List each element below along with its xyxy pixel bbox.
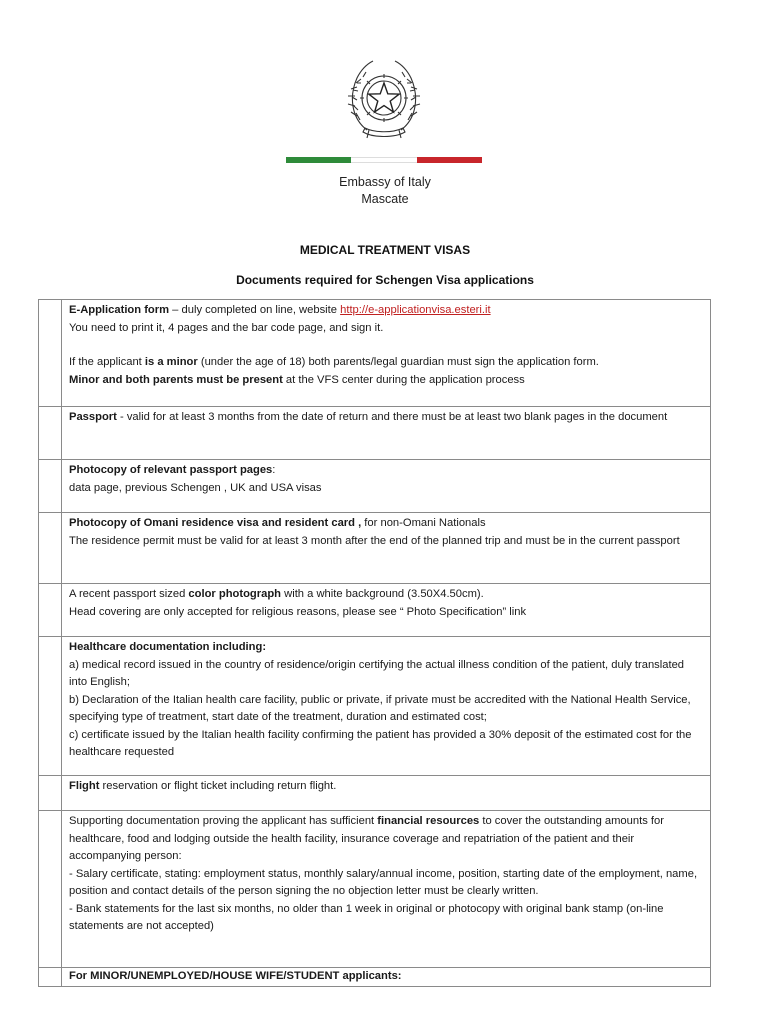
parents-post: at the VFS center during the application process [282,373,525,386]
health-cell [62,637,711,776]
embassy-city: Mascate [361,192,409,206]
passport-body: - valid for at least 3 months from the date of return and there must be at least two blank pages in the document [116,411,668,423]
residence-heading: Photocopy of Omani residence visa and resident card , [69,517,362,529]
table-row [39,300,711,407]
italian-flag-bar [286,157,482,163]
flight-cell [62,776,711,811]
health-item-a: a) medical record issued in the country of residence/origin certifying the actual illness condition of the patient, duly translated into English; [69,658,685,688]
eapp-text: – duly completed on line, website [169,304,341,316]
row-marker-cell [39,968,62,987]
health-item-c: c) certificate issued by the Italian health facility confirming the patient has provided a 30% deposit of the estimated cost for the healthcare requested [69,728,692,758]
minor-pre: If the applicant [69,356,145,368]
photocopy-details: data page, previous Schengen , UK and USA visas [69,481,322,494]
residence-post: for non-Omani Nationals [361,517,486,529]
photocopy-heading: Photocopy of relevant passport pages [69,464,273,476]
financial-salary: - Salary certificate, stating: employment status, monthly salary/annual income, position, starting date of the employment, name, position and contact details of the person signing the no objection letter must be clearly written. [69,867,698,897]
eapp-print-note: You need to print it, 4 pages and the bar code page, and sign it. [69,321,384,334]
table-row [39,811,711,968]
residence-heading-line [69,515,704,533]
row-marker-cell [39,811,62,968]
parents-bold: Minor and both parents must be present [69,373,283,386]
eapp-heading: E-Application form [69,304,170,316]
row-marker-cell [39,513,62,584]
flight-post: reservation or flight ticket including return flight. [99,780,337,792]
financial-cell [62,811,711,968]
health-item-b: b) Declaration of the Italian health care facility, public or private, if private must be accredited with the National Health Service, specifying type of treatment, start date of the treatment, duration and estimated cost; [69,693,691,723]
photocopy-cell [62,460,711,513]
flight-line [69,778,704,796]
residence-details: The residence permit must be valid for at least 3 month after the end of the planned trip and must be in the current passport [69,534,680,547]
table-row [39,513,711,584]
requirements-table [38,299,711,987]
table-row [39,968,711,987]
financial-intro [69,813,704,866]
photo-cell [62,584,711,637]
photocopy-colon: : [272,464,276,476]
health-heading: Healthcare documentation including: [69,641,267,653]
minor-bold: is a minor [144,356,198,368]
residence-cell [62,513,711,584]
row-marker-cell [39,407,62,460]
table-row [39,637,711,776]
eapp-line [69,302,704,320]
photo-bold: color photograph [188,588,282,600]
photo-line [69,586,704,604]
row-marker-cell [39,637,62,776]
flag-green-stripe [286,157,351,163]
minor-post: (under the age of 18) both parents/legal guardian must sign the application form. [197,356,599,368]
eapp-parents-note [69,372,704,390]
financial-bold: financial resources [377,815,480,827]
eapp-minor-note [69,354,704,372]
page-subtitle: Documents required for Schengen Visa applications [236,273,534,287]
minor-heading: For MINOR/UNEMPLOYED/HOUSE WIFE/STUDENT applicants: [69,970,402,982]
flag-white-stripe [351,157,416,163]
flight-heading: Flight [69,780,100,792]
photocopy-heading-line [69,462,704,480]
table-row [39,776,711,811]
passport-heading: Passport [69,411,117,423]
flag-red-stripe [417,157,482,163]
photo-pre: A recent passport sized [69,588,189,600]
financial-bank: - Bank statements for the last six months, no older than 1 week in original or photocopy with original bank stamp (on-line statements are not accepted) [69,902,664,932]
row-marker-cell [39,300,62,407]
passport-cell [62,407,711,460]
passport-text [69,409,704,427]
photo-post: with a white background (3.50X4.50cm). [281,588,484,600]
table-row [39,407,711,460]
row-marker-cell [39,460,62,513]
eapp-website-link[interactable]: http://e-applicationvisa.esteri.it [340,304,491,316]
row-marker-cell [39,584,62,637]
table-row [39,460,711,513]
page-title: MEDICAL TREATMENT VISAS [299,243,471,257]
financial-pre: Supporting documentation proving the applicant has sufficient [69,815,378,827]
minor-cell [62,968,711,987]
table-row [39,584,711,637]
eapp-cell [62,300,711,407]
row-marker-cell [39,776,62,811]
photo-head-covering: Head covering are only accepted for religious reasons, please see “ Photo Specification” link [69,605,527,618]
financial-post: to cover the outstanding amounts for healthcare, food and lodging outside the health facility, insurance coverage and repatriation of the patient and their accompanying person: [69,815,664,862]
embassy-name: Embassy of Italy [339,175,431,189]
italian-emblem-icon [345,56,423,144]
